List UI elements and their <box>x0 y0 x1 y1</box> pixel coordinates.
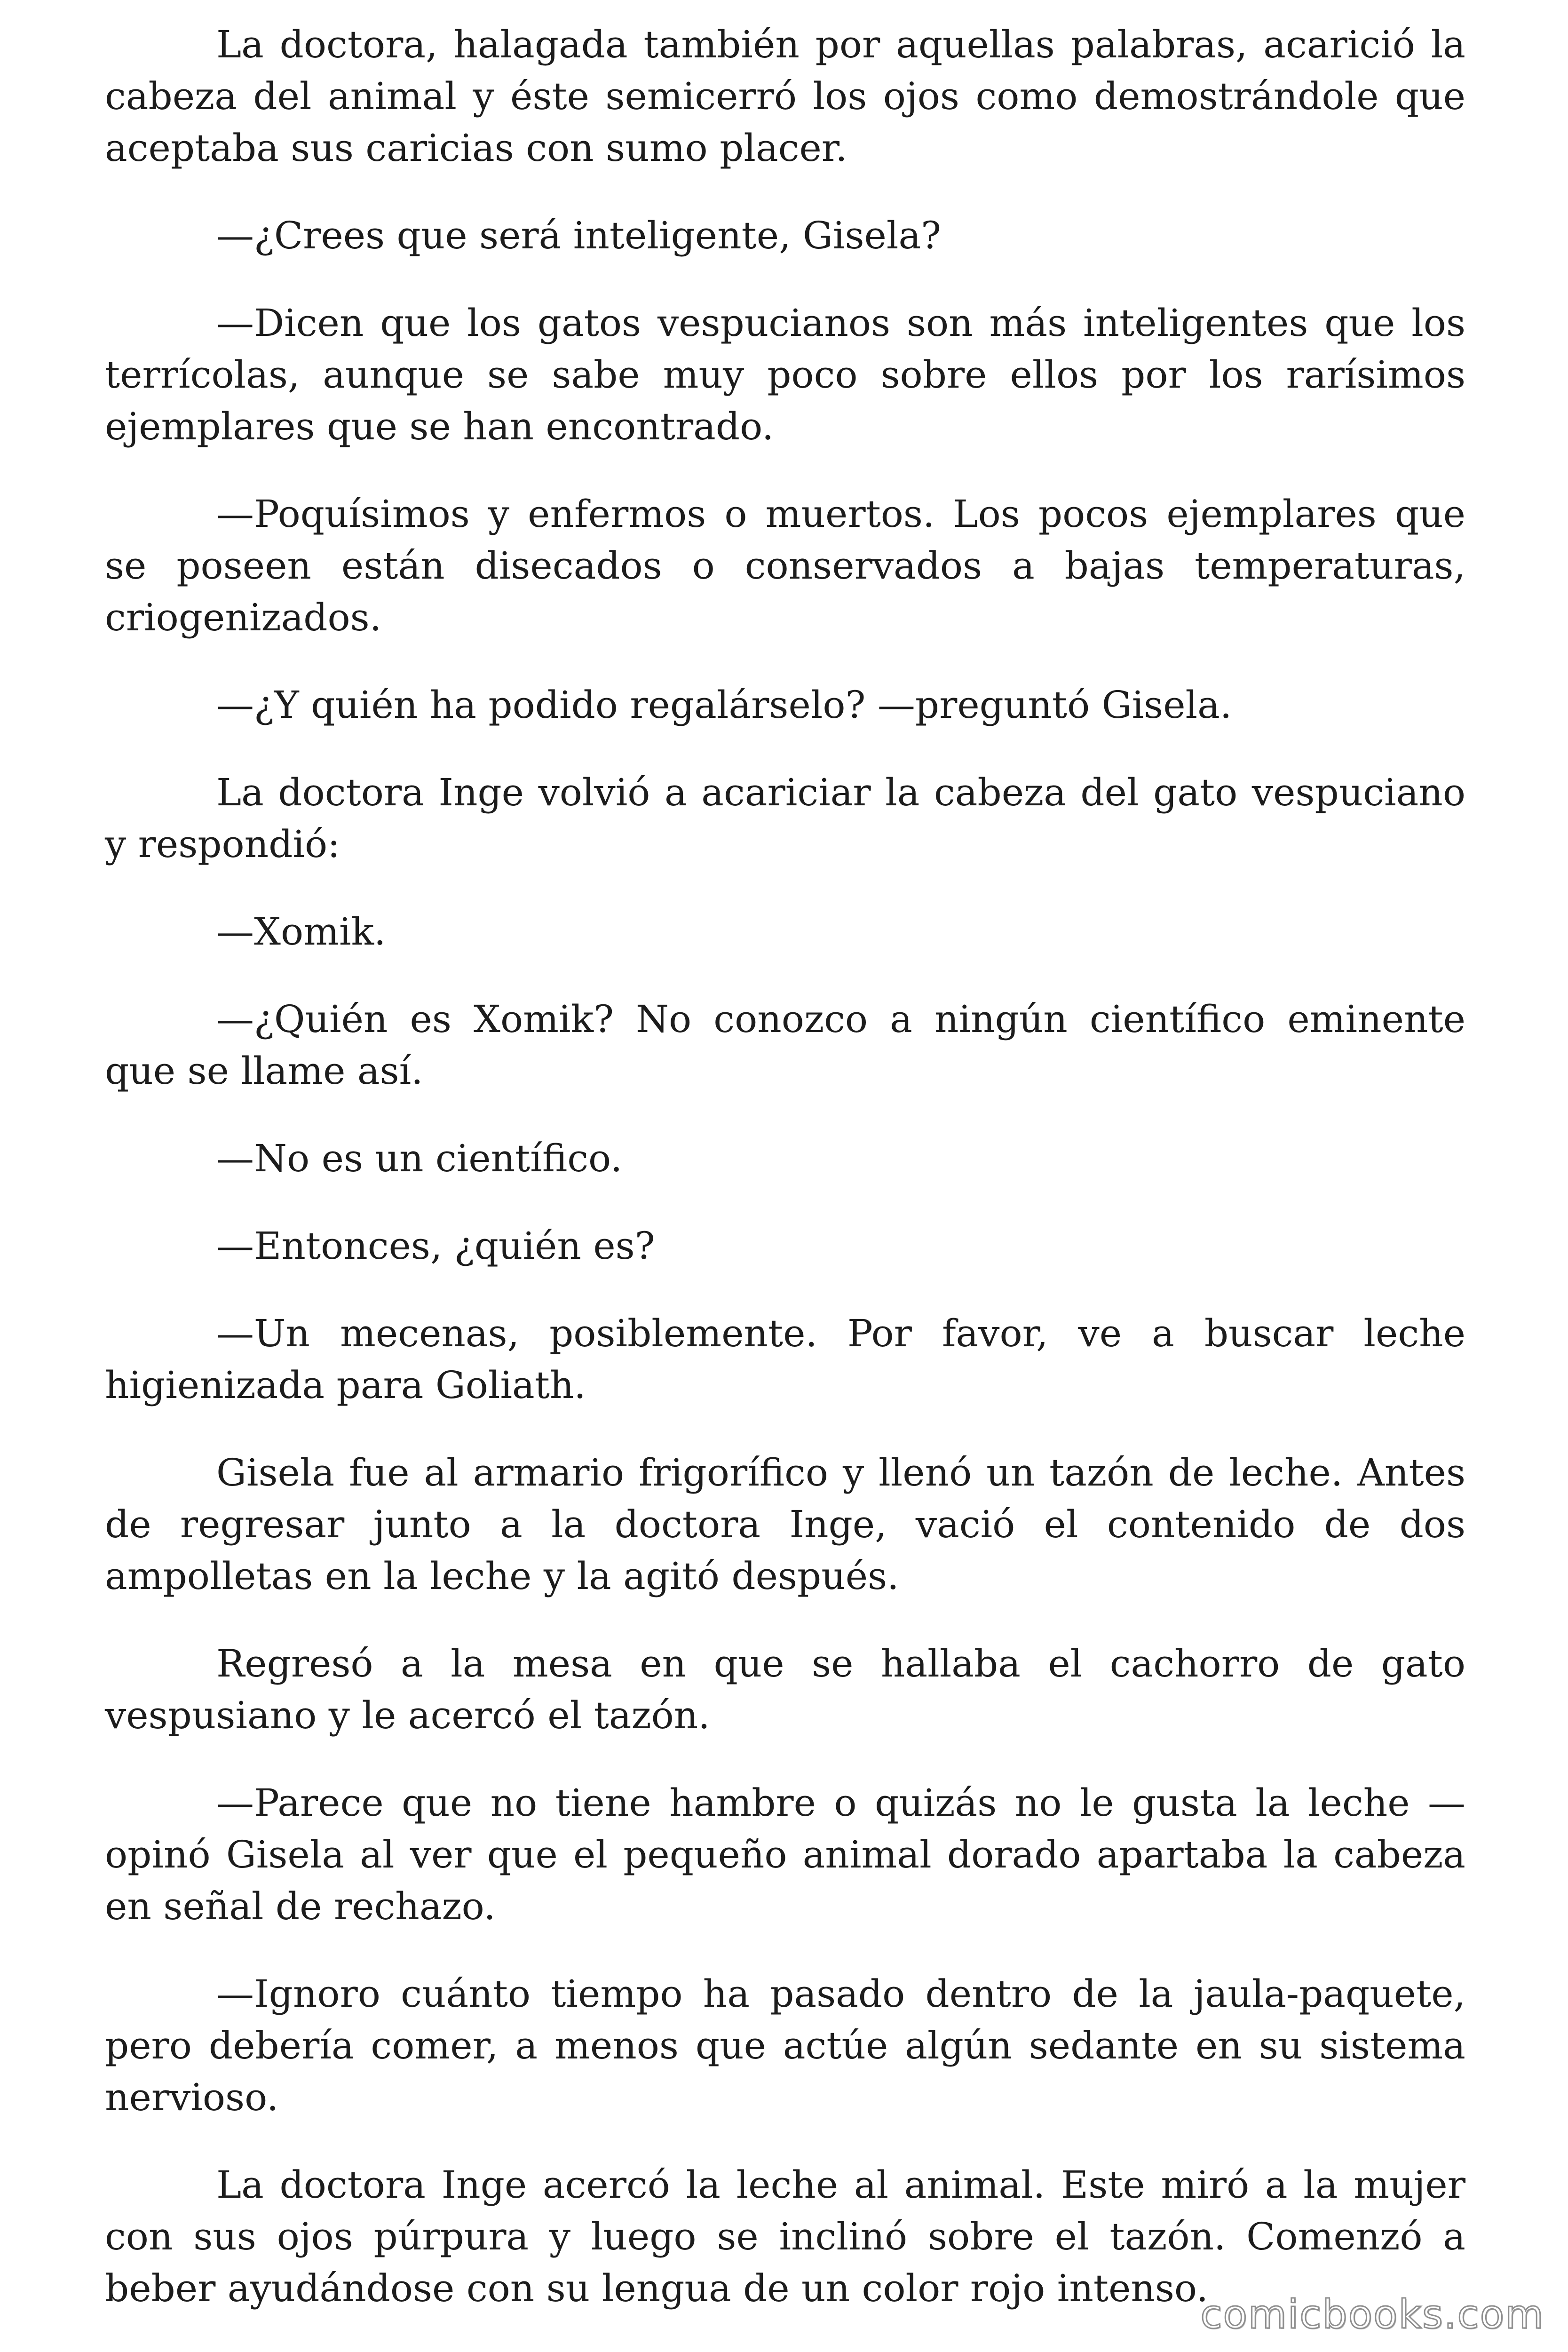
paragraph: Gisela fue al armario frigorífico y llenó un tazón de leche. Antes de regresar junto a la doctora Inge, vació el contenido de dos ampolletas en la leche y la agitó después. <box>105 1451 1465 1598</box>
paragraph: —¿Quién es Xomik? No conozco a ningún científico eminente que se llame así. <box>105 997 1465 1093</box>
paragraph: Regresó a la mesa en que se hallaba el cachorro de gato vespusiano y le acercó el tazón. <box>105 1642 1465 1737</box>
watermark: comicbooks.com <box>1200 2291 1544 2337</box>
paragraph: —Ignoro cuánto tiempo ha pasado dentro de la jaula-paquete, pero debería comer, a menos que actúe algún sedante en su sistema nervioso. <box>105 1972 1465 2119</box>
paragraph: —¿Crees que será inteligente, Gisela? <box>216 214 942 257</box>
paragraph: —Dicen que los gatos vespucianos son más inteligentes que los terrícolas, aunque se sabe muy poco sobre ellos por los rarísimos ejemplares que se han encontrado. <box>105 301 1465 448</box>
paragraph: La doctora Inge acercó la leche al animal. Este miró a la mujer con sus ojos púrpura y luego se inclinó sobre el tazón. Comenzó a beber ayudándose con su lengua de un color rojo intenso. <box>105 2163 1465 2310</box>
paragraph: —Xomik. <box>216 910 386 954</box>
paragraph: —¿Y quién ha podido regalárselo? —preguntó Gisela. <box>216 683 1232 727</box>
paragraph: La doctora, halagada también por aquellas palabras, acarició la cabeza del animal y éste semicerró los ojos como demostrándole que aceptaba sus caricias con sumo placer. <box>105 23 1465 170</box>
paragraph: —Un mecenas, posiblemente. Por favor, ve a buscar leche higienizada para Goliath. <box>105 1311 1465 1407</box>
paragraph: —Parece que no tiene hambre o quizás no le gusta la leche — opinó Gisela al ver que el pequeño animal dorado apartaba la cabeza en señal de rechazo. <box>105 1781 1465 1928</box>
paragraph: —No es un científico. <box>216 1136 623 1180</box>
paragraph: La doctora Inge volvió a acariciar la cabeza del gato vespuciano y respondió: <box>105 771 1465 866</box>
text-column <box>105 19 1465 2350</box>
paragraph: —Entonces, ¿quién es? <box>216 1224 655 1268</box>
paragraph: —Poquísimos y enfermos o muertos. Los pocos ejemplares que se poseen están disecados o conservados a bajas temperaturas, criogenizados. <box>105 492 1465 639</box>
